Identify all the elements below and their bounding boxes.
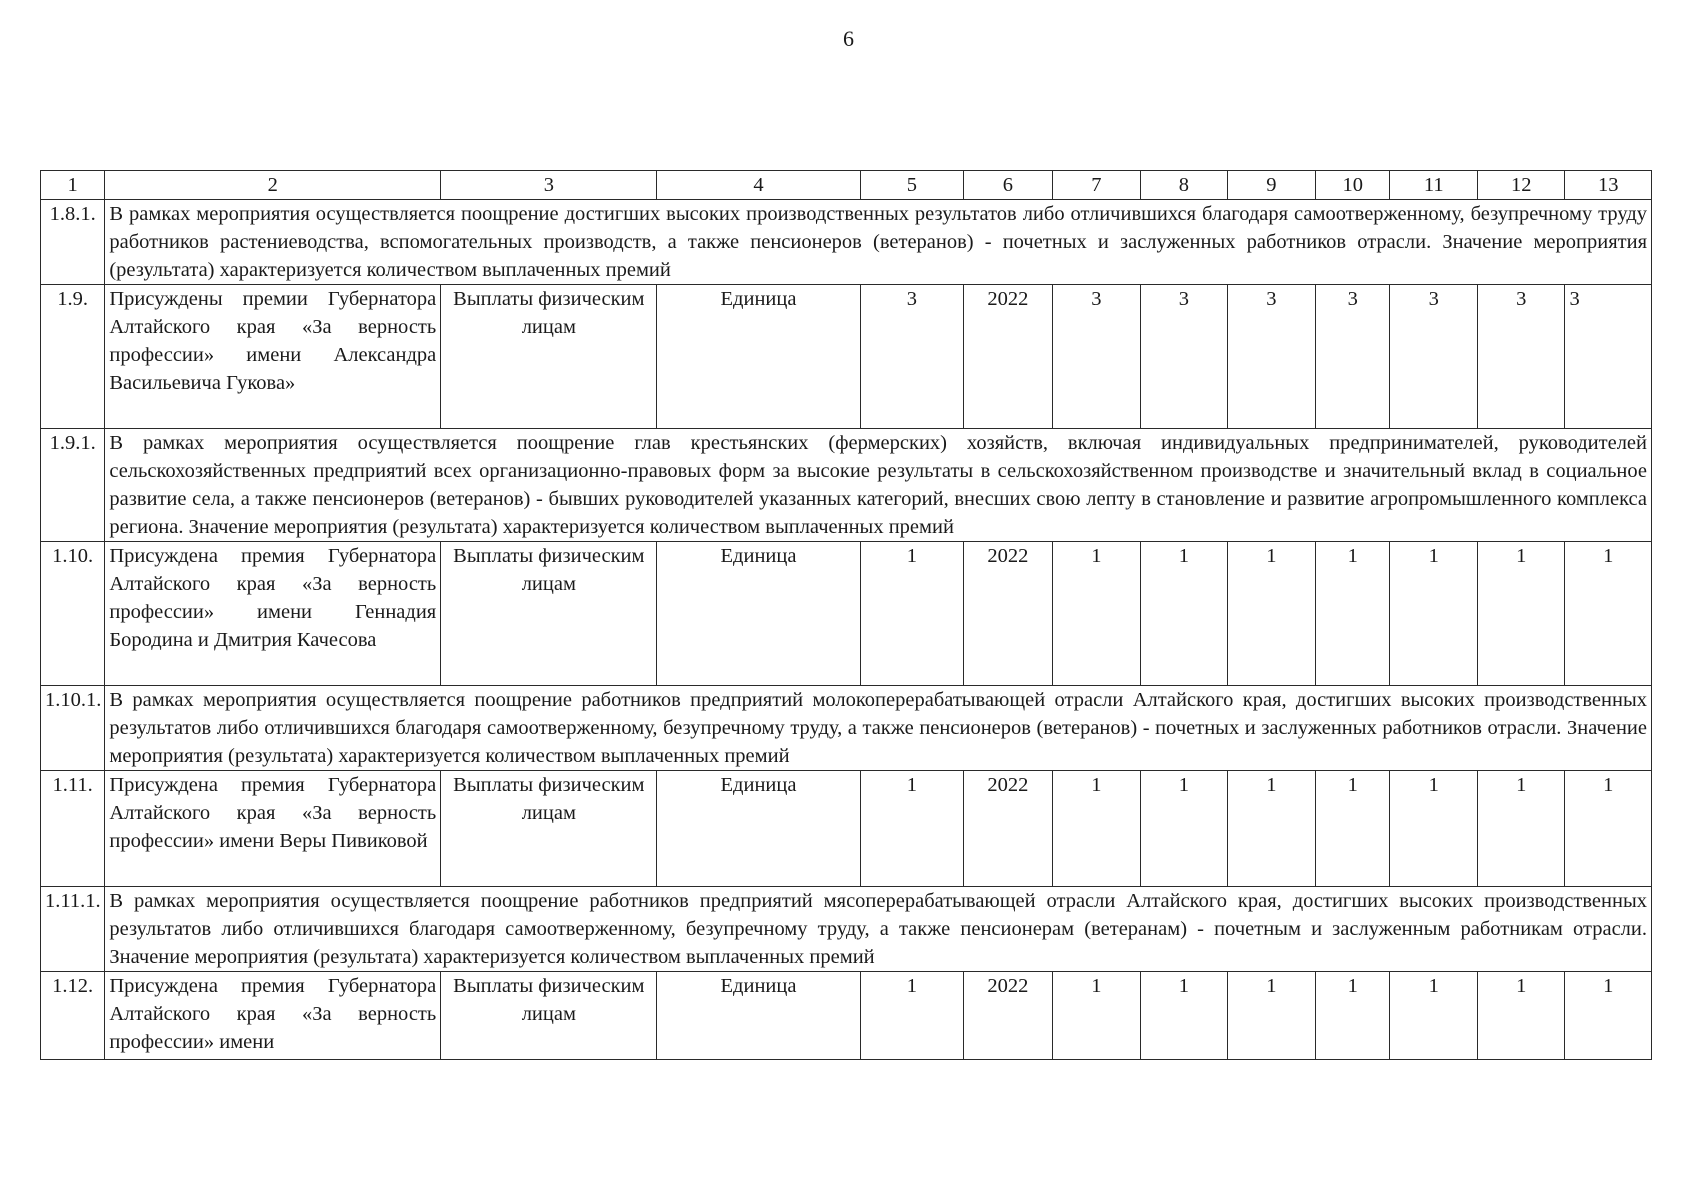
year-value: 1	[1052, 542, 1140, 686]
base-year: 2022	[964, 542, 1052, 686]
year-value: 1	[1141, 972, 1227, 1060]
column-number: 1	[41, 171, 105, 200]
year-value: 1	[1052, 972, 1140, 1060]
year-value: 1	[1565, 972, 1652, 1060]
year-value: 1	[1227, 771, 1315, 887]
year-value: 1	[1141, 542, 1227, 686]
row-number: 1.9.1.	[41, 429, 105, 542]
indicator-row	[41, 972, 1652, 1060]
unit-of-measure: Единица	[657, 542, 860, 686]
column-number-row	[41, 171, 1652, 200]
result-type: Выплаты физическим лицам	[441, 771, 657, 887]
activity-description: В рамках мероприятия осуществляется поощрение достигших высоких производственных результатов либо отличившихся благодаря самоотверженному, безупречному труду работников растениеводства, вспомогательных производств, а также пенсионеров (ветеранов) - почетных и заслуженных работников отрасли. Значение мероприятия (результата) характеризуется количеством выплаченных премий	[105, 200, 1652, 285]
base-year: 2022	[964, 972, 1052, 1060]
row-number: 1.9.	[41, 285, 105, 429]
indicator-row	[41, 285, 1652, 429]
year-value: 1	[1316, 972, 1390, 1060]
column-number: 5	[860, 171, 964, 200]
year-value: 3	[1316, 285, 1390, 429]
year-value: 1	[1390, 771, 1477, 887]
result-name: Присуждены премии Губернатора Алтайского края «За верность профессии» имени Александра Васильевича Гукова»	[105, 285, 441, 429]
year-value: 1	[1390, 972, 1477, 1060]
column-number: 9	[1227, 171, 1315, 200]
year-value: 1	[1565, 542, 1652, 686]
result-type: Выплаты физическим лицам	[441, 972, 657, 1060]
column-number: 7	[1052, 171, 1140, 200]
row-number: 1.10.	[41, 542, 105, 686]
year-value: 1	[1477, 972, 1564, 1060]
year-value: 1	[1227, 972, 1315, 1060]
year-value: 3	[1390, 285, 1477, 429]
result-name: Присуждена премия Губернатора Алтайского края «За верность профессии» имени Геннадия Бородина и Дмитрия Качесова	[105, 542, 441, 686]
indicator-row	[41, 771, 1652, 887]
description-row	[41, 200, 1652, 285]
result-name: Присуждена премия Губернатора Алтайского края «За верность профессии» имени Веры Пивиковой	[105, 771, 441, 887]
unit-of-measure: Единица	[657, 285, 860, 429]
row-number: 1.10.1.	[41, 686, 105, 771]
description-row	[41, 429, 1652, 542]
year-value: 3	[1227, 285, 1315, 429]
row-number: 1.11.1.	[41, 887, 105, 972]
column-number: 11	[1390, 171, 1477, 200]
activity-description: В рамках мероприятия осуществляется поощрение работников предприятий молокоперерабатывающей отрасли Алтайского края, достигших высоких производственных результатов либо отличившихся благодаря самоотверженному, безупречному труду, а также пенсионеров (ветеранов) - почетных и заслуженных работников отрасли. Значение мероприятия (результата) характеризуется количеством выплаченных премий	[105, 686, 1652, 771]
year-value: 1	[1141, 771, 1227, 887]
result-type: Выплаты физическим лицам	[441, 542, 657, 686]
column-number: 13	[1565, 171, 1652, 200]
description-row	[41, 686, 1652, 771]
base-year: 2022	[964, 771, 1052, 887]
result-name: Присуждена премия Губернатора Алтайского края «За верность профессии» имени	[105, 972, 441, 1060]
description-row	[41, 887, 1652, 972]
results-table	[40, 170, 1652, 1060]
base-value: 1	[860, 542, 964, 686]
column-number: 6	[964, 171, 1052, 200]
column-number: 2	[105, 171, 441, 200]
year-value: 1	[1316, 771, 1390, 887]
unit-of-measure: Единица	[657, 771, 860, 887]
year-value: 1	[1052, 771, 1140, 887]
column-number: 3	[441, 171, 657, 200]
column-number: 8	[1141, 171, 1227, 200]
page-number: 6	[843, 26, 854, 51]
year-value: 3	[1141, 285, 1227, 429]
year-value: 3	[1477, 285, 1564, 429]
year-value: 1	[1477, 542, 1564, 686]
year-value: 1	[1227, 542, 1315, 686]
result-type: Выплаты физическим лицам	[441, 285, 657, 429]
year-value: 3	[1565, 285, 1652, 429]
base-value: 1	[860, 771, 964, 887]
base-value: 1	[860, 972, 964, 1060]
column-number: 12	[1477, 171, 1564, 200]
column-number: 10	[1316, 171, 1390, 200]
row-number: 1.11.	[41, 771, 105, 887]
year-value: 1	[1316, 542, 1390, 686]
year-value: 1	[1390, 542, 1477, 686]
row-number: 1.8.1.	[41, 200, 105, 285]
indicator-row	[41, 542, 1652, 686]
row-number: 1.12.	[41, 972, 105, 1060]
unit-of-measure: Единица	[657, 972, 860, 1060]
column-number: 4	[657, 171, 860, 200]
base-year: 2022	[964, 285, 1052, 429]
year-value: 1	[1565, 771, 1652, 887]
year-value: 1	[1477, 771, 1564, 887]
year-value: 3	[1052, 285, 1140, 429]
activity-description: В рамках мероприятия осуществляется поощрение глав крестьянских (фермерских) хозяйств, включая индивидуальных предпринимателей, руководителей сельскохозяйственных предприятий всех организационно-правовых форм за высокие результаты в сельскохозяйственном производстве и значительный вклад в социальное развитие села, а также пенсионеров (ветеранов) - бывших руководителей указанных категорий, внесших свою лепту в становление и развитие агропромышленного комплекса региона. Значение мероприятия (результата) характеризуется количеством выплаченных премий	[105, 429, 1652, 542]
base-value: 3	[860, 285, 964, 429]
activity-description: В рамках мероприятия осуществляется поощрение работников предприятий мясоперерабатывающей отрасли Алтайского края, достигших высоких производственных результатов либо отличившихся благодаря самоотверженному, безупречному труду, а также пенсионерам (ветеранам) - почетным и заслуженным работникам отрасли. Значение мероприятия (результата) характеризуется количеством выплаченных премий	[105, 887, 1652, 972]
